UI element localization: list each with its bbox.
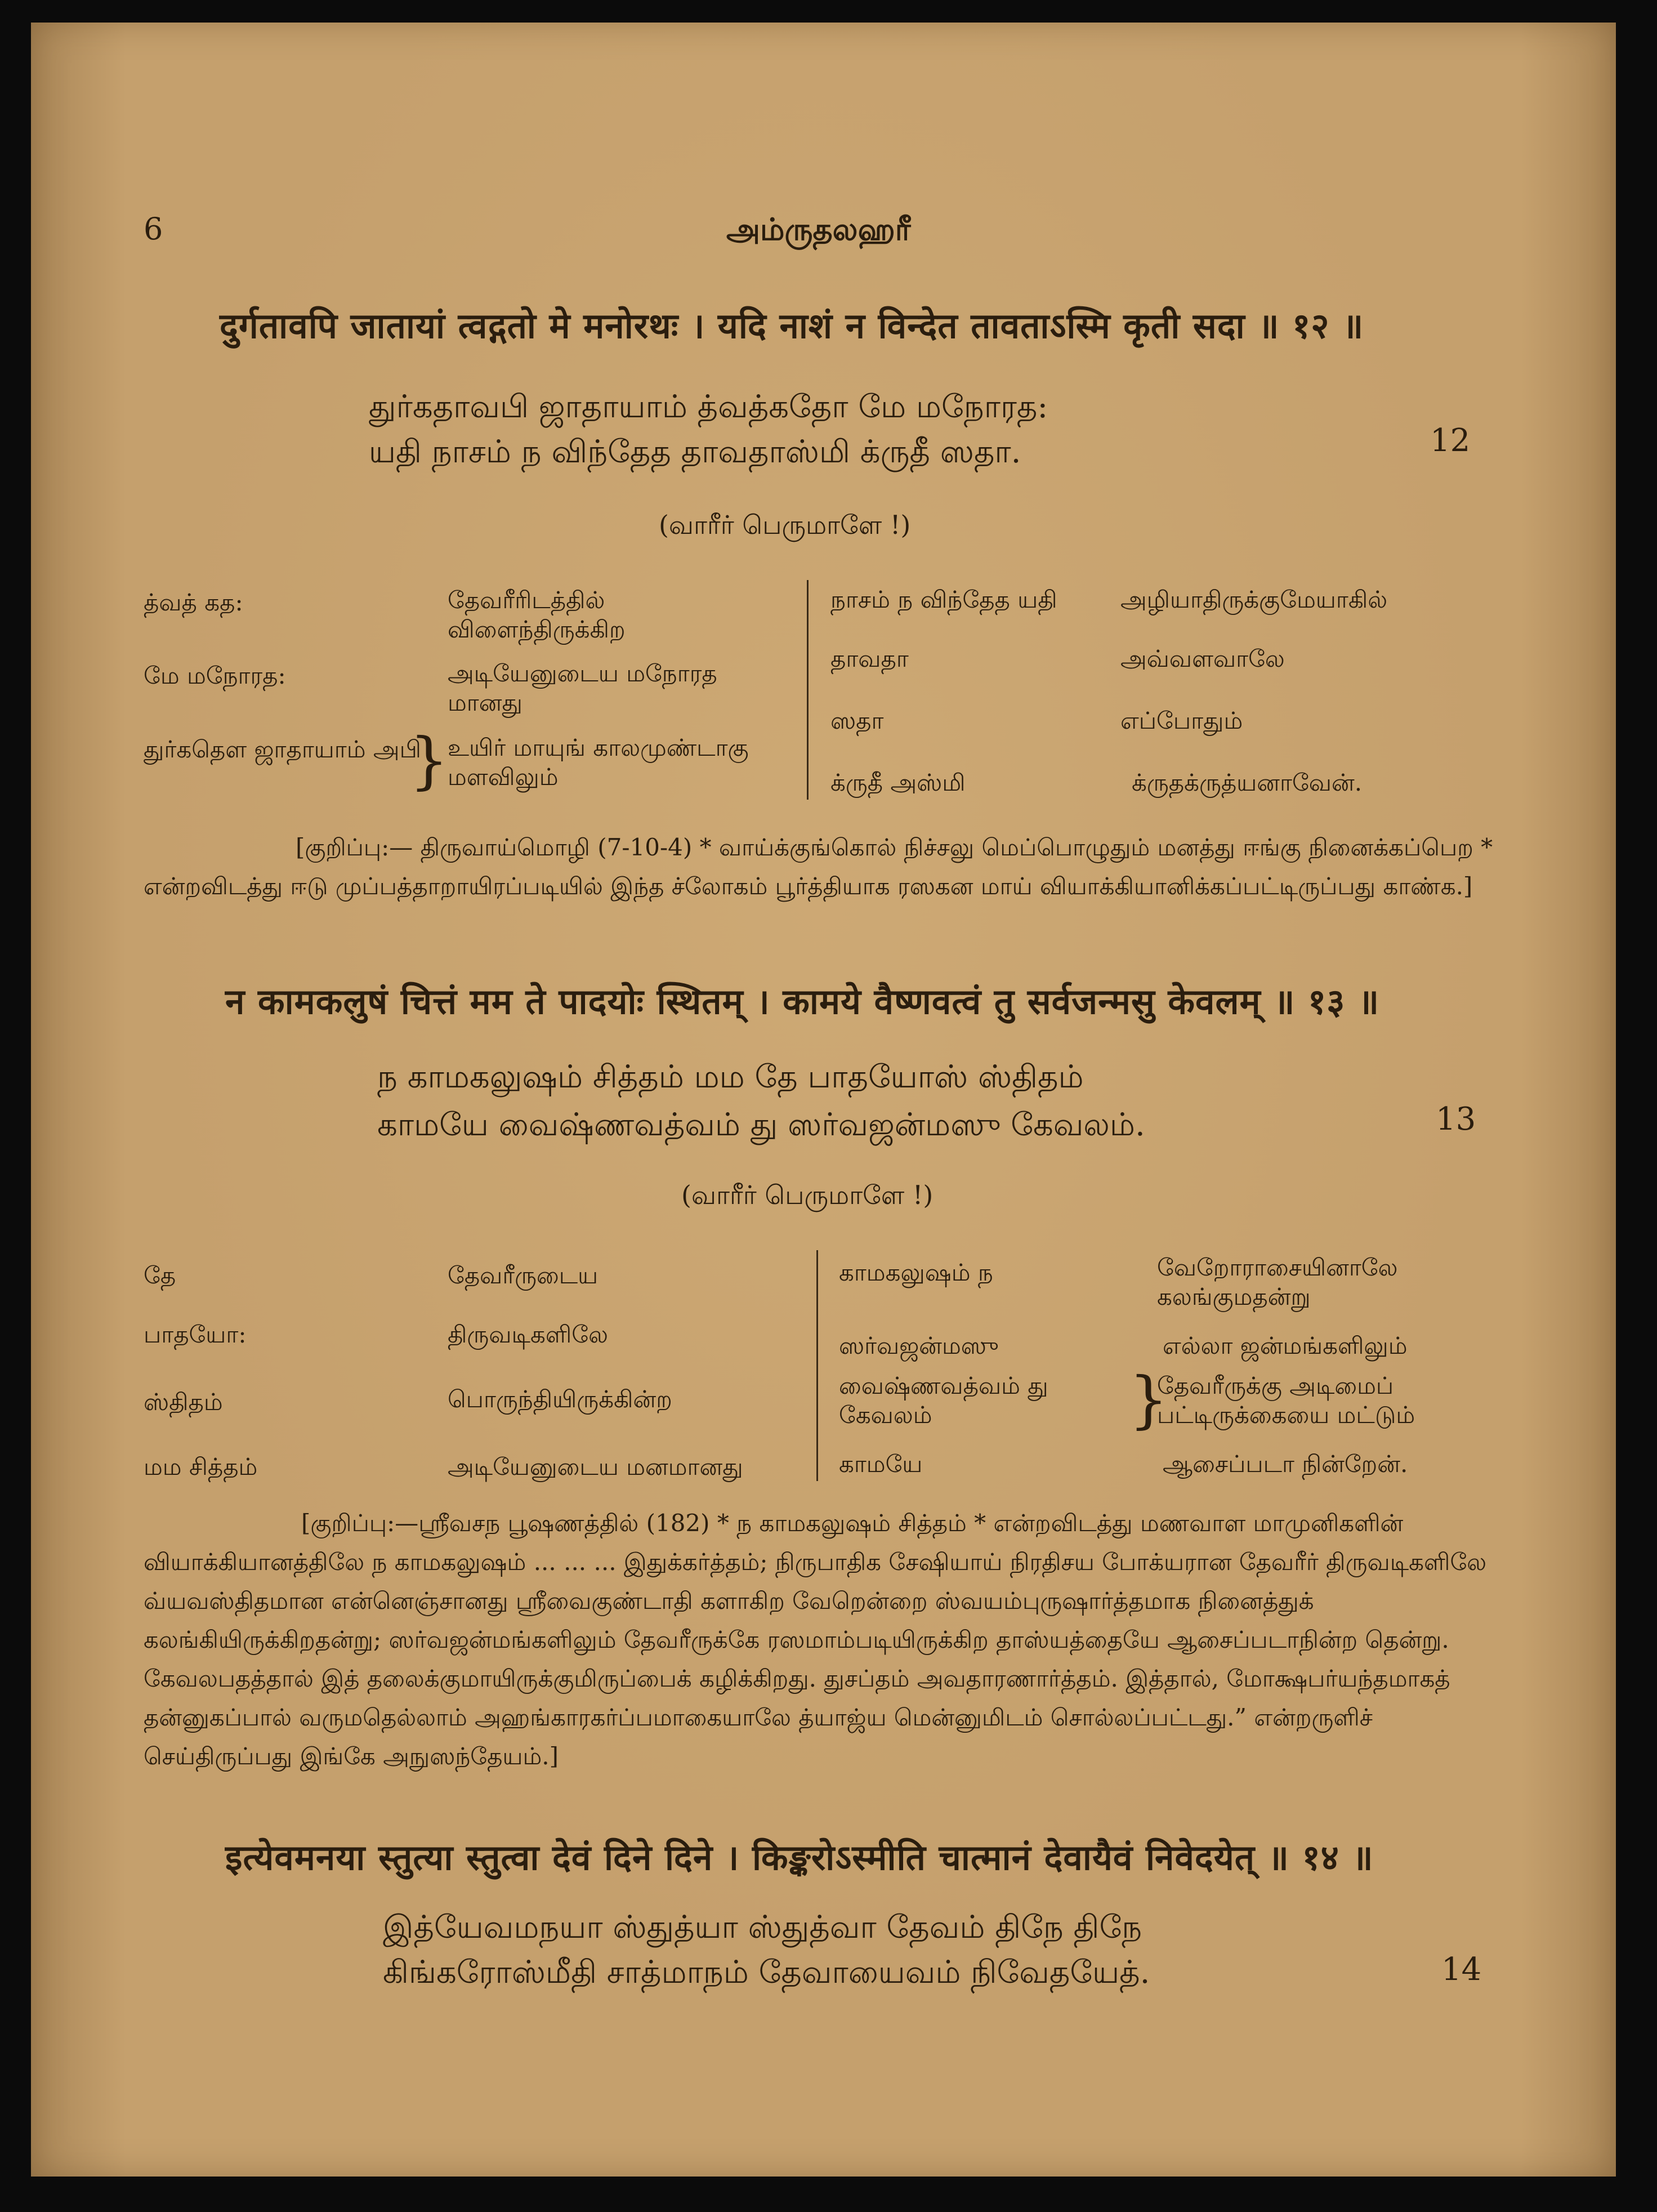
verse-14-tamil-line2: கிங்கரோஸ்மீதி சாத்மாநம் தேவாயைவம் நிவேதயேத். [383,1954,1150,1991]
verse-13-note: [குறிப்பு:—ஸ்ரீவசந பூஷணத்தில் (182) * ந காமகலுஷம் சித்தம் * என்றவிடத்து மணவாள மாமுனிகளின் வியாக்கியானத்திலே ந காமகலுஷம் ... ... ... இதுக்கர்த்தம்; நிருபாதிக சேஷியாய் நிரதிசய போக்யரான தேவரீர் திருவடிகளிலே வ்யவஸ்திதமான என்னெஞ்சானது ஸ்ரீவைகுண்டாதி களாகிற வேறென்றை ஸ்வயம்புருஷார்த்தமாக நினைத்துக் கலங்கியிருக்கிறதன்று; ஸர்வஜன்மங்களிலும் தேவரீருக்கே ரஸமாம்படியிருக்கிற தாஸ்யத்தையே ஆசைப்படாநின்ற தென்று. கேவலபதத்தால் இத் தலைக்குமாயிருக்குமிருப்பைக் கழிக்கிறது. துசப்தம் அவதாரணார்த்தம். இத்தால், மோக்ஷபர்யந்தமாகத் தன்னுகப்பால் வருமதெல்லாம் அஹங்காரகர்ப்பமாகையாலே த்யாஜ்ய மென்னுமிடம் சொல்லப்பட்டது.” என்றருளிச் செய்திருப்பது இங்கே அநுஸந்தேயம்.] [144,1509,1487,1770]
verse-12-vocative: (வாரீர் பெருமாளே !) [659,510,911,540]
page-number: 6 [144,211,163,247]
gloss-term: க்ருதீ அஸ்மி [830,769,966,796]
gloss-meaning: எப்போதும் [1120,707,1243,734]
gloss-term: காமகலுஷம் ந [839,1259,993,1286]
verse-12-number: 12 [1430,422,1471,459]
gloss-term: பாதயோ: [144,1321,247,1348]
verse-12-tamil-line1: துர்கதாவபி ஜாதாயாம் த்வத்கதோ மே மநோரத: [369,389,1048,425]
gloss-meaning: தேவரீருக்கு அடிமைப் பட்டிருக்கையை மட்டும் [1157,1372,1415,1429]
verse-13-tamil-line1: ந காமகலுஷம் சித்தம் மம தே பாதயோஸ் ஸ்திதம் [377,1059,1084,1095]
gloss-term: மே மநோரத: [144,662,286,689]
verse-13-sanskrit: न कामकलुषं चित्तं मम ते पादयोः स्थितम् । कामये वैष्णवत्वं तु सर्वजन्मसु केवलम् ॥ १३ ॥ [225,981,1380,1022]
verse-12-sanskrit: दुर्गतावपि जातायां त्वद्गतो मे मनोरथः । यदि नाशं न विन्देत तावताऽस्मि कृती सदा ॥ १२ ॥ [220,305,1364,346]
gloss-term: ஸ்திதம் [144,1388,223,1416]
verse-12-tamil-line2: யதி நாசம் ந விந்தேத தாவதாஸ்மி க்ருதீ ஸதா. [369,434,1021,470]
gloss-meaning: அடியேனுடைய மனமானது [448,1453,743,1480]
gloss-meaning: பொருந்தியிருக்கின்ற [448,1385,672,1413]
verse-14-sanskrit: इत्येवमनया स्तुत्या स्तुत्वा देवं दिने दिने । किङ्करोऽस्मीति चात्मानं देवायैवं निवेदयेत् ॥ १४ ॥ [225,1837,1374,1878]
gloss-term: மம சித்தம் [144,1453,258,1480]
verse-12-note: [குறிப்பு:— திருவாய்மொழி (7-10-4) * வாய்க்குங்கொல் நிச்சலு மெப்பொழுதும் மனத்து ஈங்கு நினைக்கப்பெற * என்றவிடத்து ஈடு முப்பத்தாறாயிரப்படியில் இந்த ச்லோகம் பூர்த்தியாக ரஸகன மாய் வியாக்கியானிக்கப்பட்டிருப்பது காண்க.] [144,833,1493,900]
gloss-term: ஸதா [830,707,884,734]
gloss-meaning: எல்லா ஜன்மங்களிலும் [1163,1332,1408,1359]
verse-13-vocative: (வாரீர் பெருமாளே !) [681,1180,934,1210]
gloss-divider [816,1250,818,1481]
verse-14-tamil-line1: இத்யேவமநயா ஸ்துத்யா ஸ்துத்வா தேவம் திநே திநே [383,1909,1142,1946]
gloss-term: த்வத் கத: [144,588,243,616]
gloss-term: நாசம் ந விந்தேத யதி [830,586,1057,613]
brace: } [1129,1363,1168,1435]
gloss-meaning: அழியாதிருக்குமேயாகில் [1120,586,1388,613]
gloss-meaning: அவ்வளவாலே [1120,645,1285,672]
gloss-term: ஸர்வஜன்மஸு [839,1332,999,1359]
gloss-divider [807,580,809,800]
verse-14-number: 14 [1441,1951,1482,1988]
running-title: அம்ருதலஹரீ [726,211,911,247]
gloss-meaning: தேவரீருடைய [448,1261,599,1289]
gloss-meaning: திருவடிகளிலே [448,1321,608,1348]
gloss-term: காமயே [839,1450,923,1478]
gloss-meaning: ஆசைப்படா நின்றேன். [1163,1450,1408,1478]
gloss-term: தாவதா [830,645,909,672]
verse-13-tamil-line2: காமயே வைஷ்ணவத்வம் து ஸர்வஜன்மஸு கேவலம். [377,1107,1145,1143]
gloss-term: தே [144,1261,176,1289]
verse-13-number: 13 [1436,1101,1476,1138]
gloss-term: வைஷ்ணவத்வம் து கேவலம் [839,1372,1048,1429]
brace: } [409,724,449,796]
gloss-meaning: அடியேனுடைய மநோரத மானது [448,659,717,716]
gloss-term: துர்கதௌ ஜாதாயாம் அபி [144,735,421,763]
gloss-meaning: உயிர் மாயுங் காலமுண்டாகு மளவிலும் [448,734,749,791]
book-page [31,23,1616,2177]
gloss-meaning: தேவரீரிடத்தில் விளைந்திருக்கிற [448,586,626,643]
gloss-meaning: வேறோராசையினாலே கலங்குமதன்று [1157,1254,1398,1310]
gloss-meaning: க்ருதக்ருத்யனாவேன். [1132,769,1363,796]
